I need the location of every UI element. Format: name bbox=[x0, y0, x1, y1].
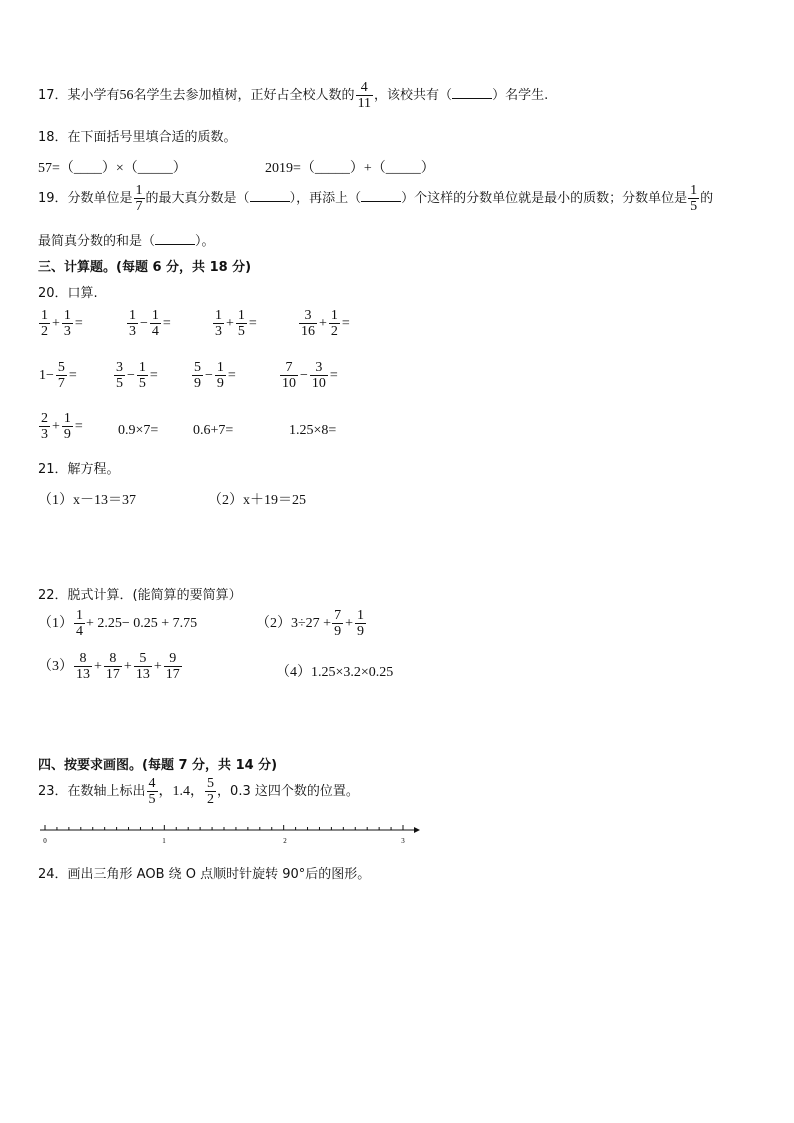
question-21-title: 21．解方程。 bbox=[38, 462, 120, 477]
tick-label-3: 3 bbox=[401, 837, 405, 845]
question-17: 17．某小学有56名学生去参加植树，正好占全校人数的 $\frac{4}{11}$ ，该校共有（ ）名学生. bbox=[38, 80, 549, 111]
calc-4: （4）1.25×3.2×0.25 bbox=[276, 665, 394, 680]
calc-2: （2）3÷27 + $\frac{7}{9}$ + $\frac{1}{9}$ bbox=[256, 608, 364, 639]
q18-expression-left: 57=（____）×（_____） bbox=[38, 161, 187, 176]
q18-expression-right: 2019=（_____）+（_____） bbox=[265, 161, 435, 176]
oral-calc-1-4: $\frac{3}{16}$ + $\frac{1}{2}$ = bbox=[301, 308, 350, 339]
section-4-heading: 四、按要求画图。(每题 7 分，共 14 分) bbox=[38, 758, 278, 773]
number-line-ticks bbox=[45, 825, 403, 830]
answer-blank[interactable] bbox=[452, 88, 492, 99]
oral-calc-2-3: $\frac{5}{9}$ − $\frac{1}{9}$ = bbox=[194, 360, 236, 391]
equation-2: （2）x＋19＝25 bbox=[208, 493, 306, 508]
fraction: $\frac{1}{5}$ bbox=[690, 183, 698, 214]
question-18: 18．在下面括号里填合适的质数。 bbox=[38, 130, 237, 145]
oral-calc-3-1: $\frac{2}{3}$ + $\frac{1}{9}$ = bbox=[41, 411, 83, 442]
number-line bbox=[0, 822, 794, 862]
calc-1: （1） $\frac{1}{4}$ + 2.25− 0.25 + 7.75 bbox=[38, 608, 198, 639]
fraction: $\frac{1}{7}$ bbox=[135, 183, 143, 214]
oral-calc-3-2: 0.9×7= bbox=[118, 423, 159, 438]
oral-calc-1-2: $\frac{1}{3}$ − $\frac{1}{4}$ = bbox=[129, 308, 171, 339]
calc-3: （3） $\frac{8}{13}$ + $\frac{8}{17}$ + $\frac{5}{13}$ + $\frac{9}{17}$ bbox=[38, 651, 180, 682]
oral-calc-3-4: 1.25×8= bbox=[289, 423, 337, 438]
equation-1: （1）x－13＝37 bbox=[38, 493, 136, 508]
oral-calc-2-1: 1− $\frac{5}{7}$ = bbox=[39, 360, 77, 391]
question-22-title: 22．脱式计算．(能简算的要简算） bbox=[38, 588, 242, 603]
oral-calc-1-3: $\frac{1}{3}$ + $\frac{1}{5}$ = bbox=[215, 308, 257, 339]
question-20-title: 20．口算. bbox=[38, 286, 98, 301]
tick-label-0: 0 bbox=[43, 837, 47, 845]
fraction: $\frac{4}{11}$ bbox=[357, 80, 372, 111]
oral-calc-2-2: $\frac{3}{5}$ − $\frac{1}{5}$ = bbox=[116, 360, 158, 391]
answer-blank[interactable] bbox=[250, 191, 290, 202]
question-19: 19．分数单位是 $\frac{1}{7}$ 的最大真分数是（ ），再添上（ ）个这样的分数单位就是最小的质数；分数单位是 $\frac{1}{5}$ 的 bbox=[38, 183, 714, 214]
section-3-heading: 三、计算题。(每题 6 分，共 18 分) bbox=[38, 260, 252, 275]
answer-blank[interactable] bbox=[361, 191, 401, 202]
question-24: 24．画出三角形 AOB 绕 O 点顺时针旋转 90°后的图形。 bbox=[38, 867, 371, 882]
question-19-cont: 最简真分数的和是（ ）。 bbox=[38, 234, 215, 249]
tick-label-1: 1 bbox=[162, 837, 166, 845]
tick-label-2: 2 bbox=[283, 837, 287, 845]
oral-calc-3-3: 0.6+7= bbox=[193, 423, 234, 438]
question-23: 23．在数轴上标出 $\frac{4}{5}$ ，1.4， $\frac{5}{2}$ ，0.3 这四个数的位置。 bbox=[38, 776, 359, 807]
answer-blank[interactable] bbox=[155, 234, 195, 245]
oral-calc-1-1: $\frac{1}{2}$ + $\frac{1}{3}$ = bbox=[41, 308, 83, 339]
number-line-arrow bbox=[414, 827, 420, 833]
oral-calc-2-4: $\frac{7}{10}$ − $\frac{3}{10}$ = bbox=[282, 360, 338, 391]
